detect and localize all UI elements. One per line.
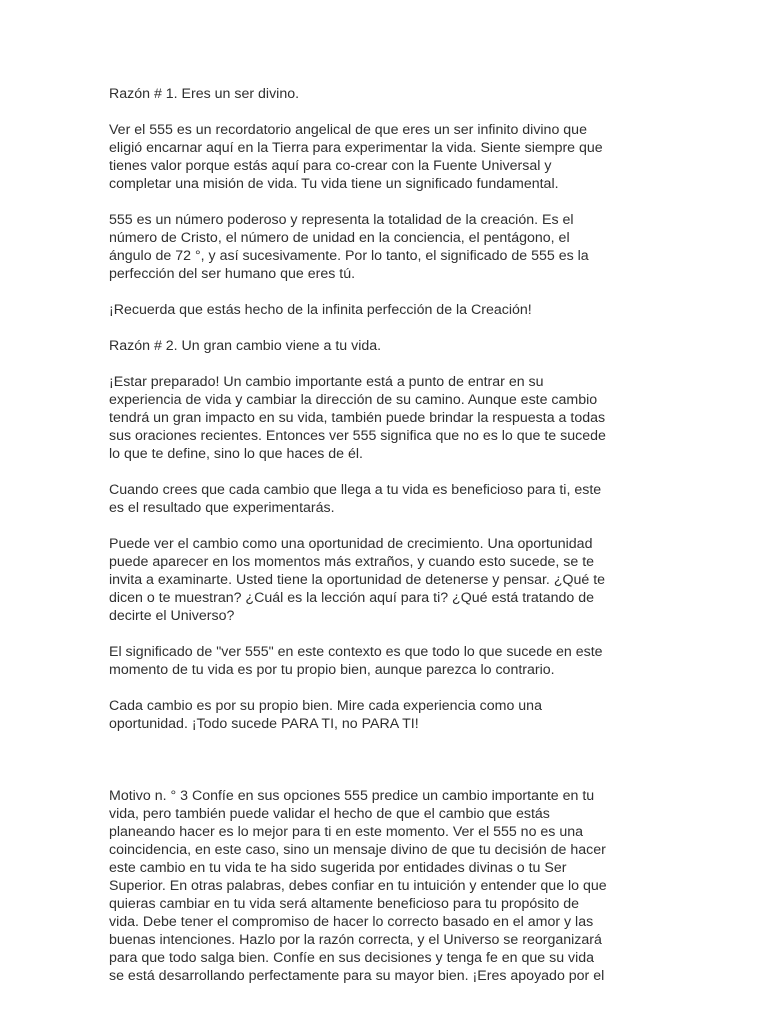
paragraph-reason-3: Motivo n. ° 3 Confíe en sus opciones 555 predice un cambio importante en tu vida, pero también puede validar el hecho de que el cambio que estás planeando hacer es lo mejor para ti en este momento. Ver el 555 no es una coincidencia, en este caso, sino un mensaje divino de que tu decisión de hacer este cambio en tu vida te ha sido sugerida por entidades divinas o tu Ser Superior. En otras palabras, debes confiar en tu intuición y entender que lo que quieras cambiar en tu vida será altamente beneficioso para tu propósito de vida. Debe tener el compromiso de hacer lo correcto basado en el amor y las buenas intenciones. Hazlo por la razón correcta, y el Universo se reorganizará para que todo salga bien. Confíe en sus decisiones y tenga fe en que su vida se está desarrollando perfectamente para su mayor bien. ¡Eres apoyado por el: [109, 788, 607, 984]
paragraph-reason-2-meaning: El significado de "ver 555" en este contexto es que todo lo que sucede en este momento de tu vida es por tu propio bien, aunque parezca lo contrario.: [109, 644, 603, 678]
paragraph-reason-2-intro: ¡Estar preparado! Un cambio importante está a punto de entrar en su experiencia de vida y cambiar la dirección de su camino. Aunque este cambio tendrá un gran impacto en su vida, también puede brindar la respuesta a todas sus oraciones recientes. Entonces ver 555 significa que no es lo que te sucede lo que te define, sino lo que haces de él.: [109, 374, 606, 462]
paragraph-reason-2-belief: Cuando crees que cada cambio que llega a tu vida es beneficioso para ti, este es el resultado que experimentarás.: [109, 482, 602, 516]
blank-spacer: [109, 751, 669, 787]
document-page: [109, 85, 669, 1003]
heading-reason-2: Razón # 2. Un gran cambio viene a tu vida.: [109, 338, 382, 354]
paragraph-reason-2-closing: Cada cambio es por su propio bien. Mire cada experiencia como una oportunidad. ¡Todo sucede PARA TI, no PARA TI!: [109, 698, 542, 732]
paragraph-reason-1-meaning: 555 es un número poderoso y representa la totalidad de la creación. Es el número de Cristo, el número de unidad en la conciencia, el pentágono, el ángulo de 72 °, y así sucesivamente. Por lo tanto, el significado de 555 es la perfección del ser humano que eres tú.: [109, 212, 589, 282]
paragraph-reason-2-opportunity: Puede ver el cambio como una oportunidad de crecimiento. Una oportunidad puede aparecer en los momentos más extraños, y cuando esto sucede, se te invita a examinarte. Usted tiene la oportunidad de detenerse y pensar. ¿Qué te dicen o te muestran? ¿Cuál es la lección aquí para ti? ¿Qué está tratando de decirte el Universo?: [109, 536, 606, 624]
heading-reason-1: Razón # 1. Eres un ser divino.: [109, 86, 300, 102]
paragraph-reason-1-closing: ¡Recuerda que estás hecho de la infinita perfección de la Creación!: [109, 302, 532, 318]
paragraph-reason-1-intro: Ver el 555 es un recordatorio angelical de que eres un ser infinito divino que eligió encarnar aquí en la Tierra para experimentar la vida. Siente siempre que tienes valor porque estás aquí para co-crear con la Fuente Universal y completar una misión de vida. Tu vida tiene un significado fundamental.: [109, 122, 603, 192]
